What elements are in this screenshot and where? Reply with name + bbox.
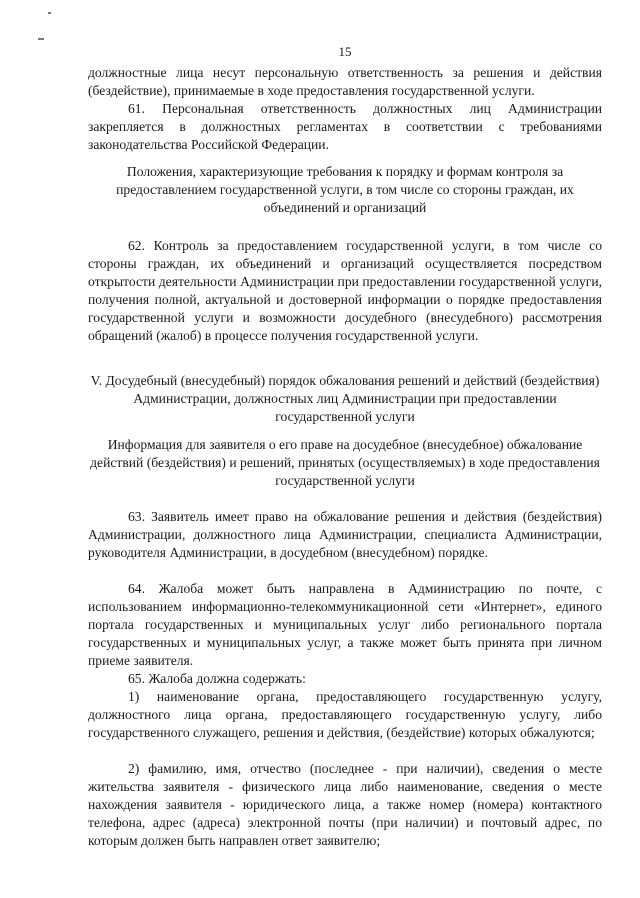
heading-control: Положения, характеризующие требования к порядку и формам контроля за предоставлением государственной услуги, в том числе со стороны граждан, их объединений и организаций [116,164,574,215]
page-number: 15 [338,44,352,59]
paragraph-continuation: должностные лица несут персональную ответственность за решения и действия (бездействие), принимаемые в ходе предоставления государственной услуги. [88,65,602,98]
scan-mark [48,12,51,14]
heading-info: Информация для заявителя о его праве на досудебное (внесудебное) обжалование действий (бездействия) и решений, принятых (осуществляемых) в ходе предоставления государственной услуги [90,437,600,488]
paragraph-61: 61. Персональная ответственность должностных лиц Администрации закрепляется в должностных регламентах в соответствии с требованиями законодательства Российской Федерации. [88,101,602,152]
paragraph-65-item-1: 1) наименование органа, предоставляющего государственную услугу, должностного лица органа, предоставляющего государственную услугу, либо государственного служащего, решения и действия, (бездействие) которых обжалуются; [88,689,602,740]
paragraph-64: 64. Жалоба может быть направлена в Администрацию по почте, с использованием информационно-телекоммуникационной сети «Интернет», единого портала государственных и муниципальных услуг либо регионального портала государственных и муниципальных услуг, а также может быть принята при личном приеме заявителя. [88,581,602,668]
paragraph-65: 65. Жалоба должна содержать: [128,671,306,686]
paragraph-62: 62. Контроль за предоставлением государственной услуги, в том числе со стороны граждан, их объединений и организаций осуществляется посредством открытости деятельности Администрации при предоставлении государственной услуги, получения полной, актуальной и достоверной информации о порядке предоставления государственной услуги и возможности досудебного (внесудебного) рассмотрения обращений (жалоб) в процессе получения государственной услуги. [88,238,602,343]
paragraph-65-item-2: 2) фамилию, имя, отчество (последнее - при наличии), сведения о месте жительства заявителя - физического лица либо наименование, сведения о месте нахождения заявителя - юридического лица, а также номер (номера) контактного телефона, адрес (адреса) электронной почты (при наличии) и почтовый адрес, по которым должен быть направлен ответ заявителю; [88,761,602,848]
scan-mark [38,38,44,40]
heading-section-5: V. Досудебный (внесудебный) порядок обжалования решений и действий (бездействия) Администрации, должностных лиц Администрации при предоставлении государственной услуги [90,373,600,424]
paragraph-63: 63. Заявитель имеет право на обжалование решения и действия (бездействия) Администрации, должностного лица Администрации, специалиста Администрации, руководителя Администрации, в досудебном (внесудебном) порядке. [88,509,602,560]
